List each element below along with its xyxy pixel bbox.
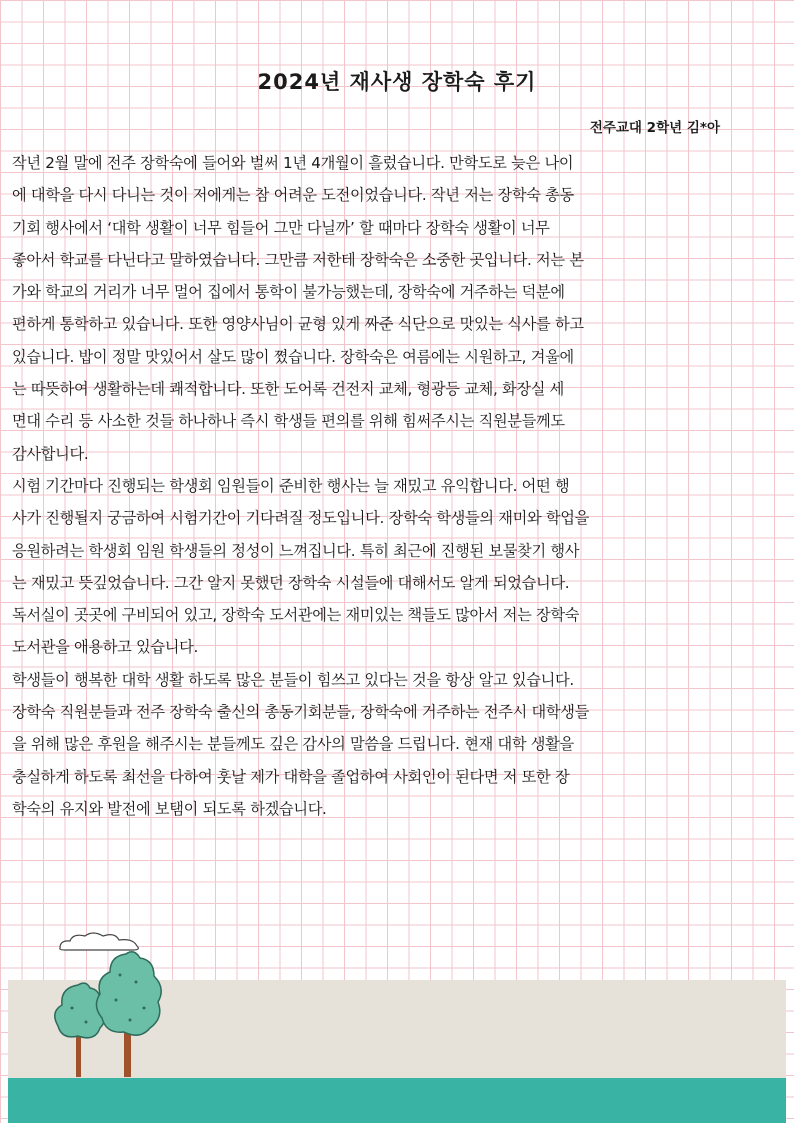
body-line: 좋아서 학교를 다닌다고 말하였습니다. 그만큼 저한테 장학숙은 소중한 곳입니다. 저는 본 — [12, 250, 584, 269]
body-line: 기회 행사에서 ‘대학 생활이 너무 힘들어 그만 다닐까’ 할 때마다 장학숙 생활이 너무 — [12, 218, 550, 237]
body-line: 가와 학교의 거리가 너무 멀어 집에서 통학이 불가능했는데, 장학숙에 거주하는 덕분에 — [12, 283, 565, 302]
body-line: 학생들이 행복한 대학 생활 하도록 많은 분들이 힘쓰고 있다는 것을 항상 알고 있습니다. — [12, 670, 574, 689]
tree-illustration-icon — [40, 930, 170, 1080]
body-line: 있습니다. 밥이 정말 맛있어서 살도 많이 쪘습니다. 장학숙은 여름에는 시원하고, 겨울에 — [12, 347, 574, 366]
body-line: 감사합니다. — [12, 444, 89, 463]
body-line: 응원하려는 학생회 임원 학생들의 정성이 느껴집니다. 특히 최근에 진행된 보물찾기 행사 — [12, 541, 580, 560]
body-line: 충실하게 하도록 최선을 다하여 훗날 제가 대학을 졸업하여 사회인이 된다면 저 또한 장 — [12, 767, 570, 786]
body-line: 사가 진행될지 궁금하여 시험기간이 기다려질 정도입니다. 장학숙 학생들의 재미와 학업을 — [12, 509, 590, 528]
body-line: 을 위해 많은 후원을 해주시는 분들께도 깊은 감사의 말씀을 드립니다. 현재 대학 생활을 — [12, 735, 574, 754]
document-author: 전주교대 2학년 김*아 — [589, 120, 720, 136]
body-line: 시험 기간마다 진행되는 학생회 임원들이 준비한 행사는 늘 재밌고 유익합니다. 어떤 행 — [12, 476, 570, 495]
body-line: 에 대학을 다시 다니는 것이 저에게는 참 어려운 도전이었습니다. 작년 저는 장학숙 총동 — [12, 186, 574, 205]
body-line: 편하게 통학하고 있습니다. 또한 영양사님이 균형 있게 짜준 식단으로 맛있는 식사를 하고 — [12, 315, 584, 334]
body-line: 작년 2월 말에 전주 장학숙에 들어와 벌써 1년 4개월이 흘렀습니다. 만학도로 늦은 나이 — [12, 154, 574, 172]
body-line: 독서실이 곳곳에 구비되어 있고, 장학숙 도서관에는 재미있는 책들도 많아서 저는 장학숙 — [12, 606, 580, 625]
document-title: 2024년 재사생 장학숙 후기 — [257, 70, 537, 94]
document-body — [12, 147, 782, 825]
footer-ground-band — [8, 1078, 786, 1123]
body-line: 는 재밌고 뜻깊었습니다. 그간 알지 못했던 장학숙 시설들에 대해서도 알게 되었습니다. — [12, 573, 570, 592]
body-line: 도서관을 애용하고 있습니다. — [12, 638, 199, 657]
body-line: 학숙의 유지와 발전에 보탬이 되도록 하겠습니다. — [12, 799, 327, 818]
body-line: 는 따뜻하여 생활하는데 쾌적합니다. 또한 도어록 건전지 교체, 형광등 교체, 화장실 세 — [12, 380, 565, 399]
body-line: 장학숙 직원분들과 전주 장학숙 출신의 총동기회분들, 장학숙에 거주하는 전주시 대학생들 — [12, 703, 590, 722]
body-line: 면대 수리 등 사소한 것들 하나하나 즉시 학생들 편의를 위해 힘써주시는 직원분들께도 — [12, 412, 565, 431]
